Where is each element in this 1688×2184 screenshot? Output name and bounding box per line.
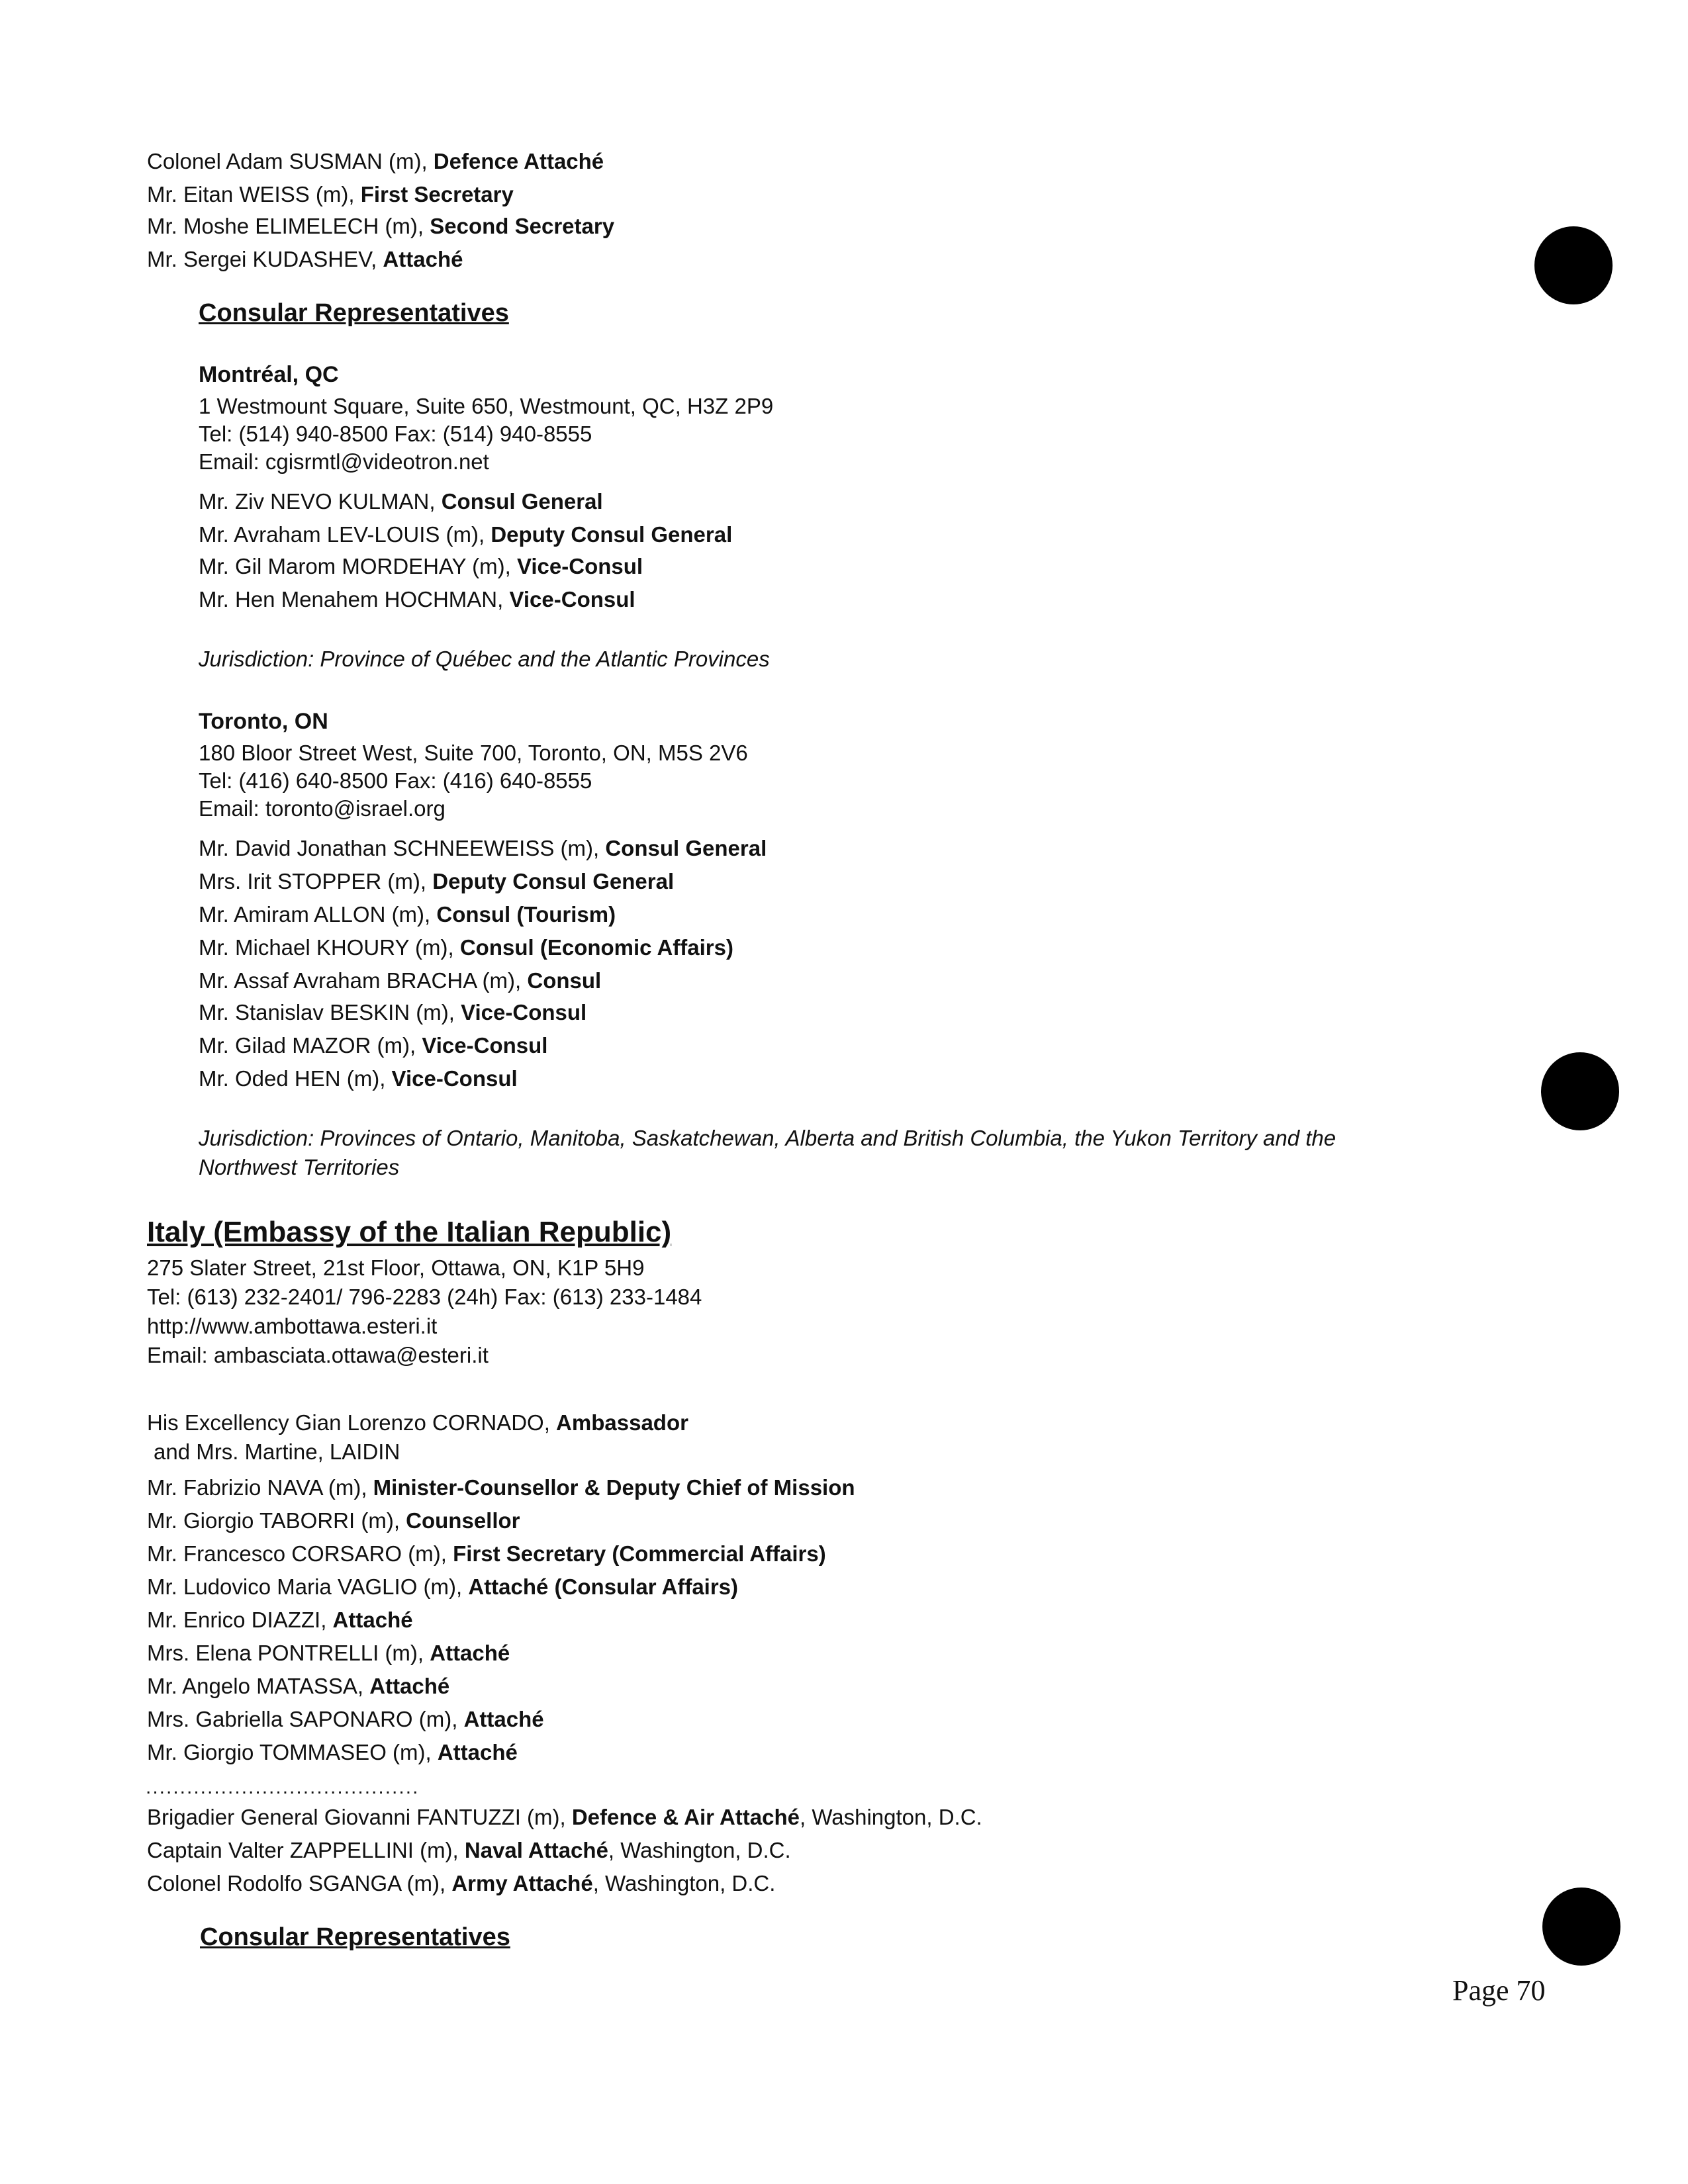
staff-line: Mr. Hen Menahem HOCHMAN, Vice-Consul	[199, 587, 635, 612]
punch-hole-top	[1534, 226, 1613, 304]
washington-staff-line: Brigadier General Giovanni FANTUZZI (m), Defence & Air Attaché, Washington, D.C.	[147, 1805, 982, 1829]
montreal-city: Montréal, QC	[199, 362, 339, 387]
staff-line: Mrs. Elena PONTRELLI (m), Attaché	[147, 1641, 510, 1665]
staff-line: Colonel Adam SUSMAN (m), Defence Attaché	[147, 149, 604, 173]
staff-line: Mrs. Gabriella SAPONARO (m), Attaché	[147, 1707, 544, 1731]
toronto-address: 180 Bloor Street West, Suite 700, Toronto, ON, M5S 2V6	[199, 741, 748, 765]
staff-line: Mr. Oded HEN (m), Vice-Consul	[199, 1066, 518, 1091]
staff-line: Mr. Amiram ALLON (m), Consul (Tourism)	[199, 902, 616, 927]
toronto-jurisdiction	[199, 1124, 1336, 1182]
italy-website: http://www.ambottawa.esteri.it	[147, 1314, 438, 1338]
italy-consular-representatives-heading: Consular Representatives	[200, 1923, 510, 1951]
ambassador-spouse: and Mrs. Martine, LAIDIN	[154, 1439, 400, 1464]
staff-line: Mr. Moshe ELIMELECH (m), Second Secretary	[147, 214, 615, 238]
staff-line: Mr. Michael KHOURY (m), Consul (Economic Affairs)	[199, 935, 733, 960]
staff-line: Mr. David Jonathan SCHNEEWEISS (m), Consul General	[199, 836, 767, 860]
dotted-separator: ........................................	[146, 1776, 420, 1798]
staff-line: Mr. Avraham LEV-LOUIS (m), Deputy Consul General	[199, 522, 733, 547]
staff-line: Mr. Ludovico Maria VAGLIO (m), Attaché (Consular Affairs)	[147, 1574, 739, 1599]
staff-line: Mr. Angelo MATASSA, Attaché	[147, 1674, 450, 1698]
staff-line: Mr. Francesco CORSARO (m), First Secretary (Commercial Affairs)	[147, 1541, 826, 1566]
staff-line: Mr. Gil Marom MORDEHAY (m), Vice-Consul	[199, 554, 643, 578]
italy-address: 275 Slater Street, 21st Floor, Ottawa, ON, K1P 5H9	[147, 1255, 645, 1280]
staff-line: Mr. Giorgio TABORRI (m), Counsellor	[147, 1508, 520, 1533]
italy-embassy-heading: Italy (Embassy of the Italian Republic)	[147, 1216, 672, 1248]
staff-line: Mr. Assaf Avraham BRACHA (m), Consul	[199, 968, 602, 993]
washington-staff-line: Colonel Rodolfo SGANGA (m), Army Attaché, Washington, D.C.	[147, 1871, 776, 1895]
montreal-email: Email: cgisrmtl@videotron.net	[199, 449, 489, 474]
toronto-jurisdiction-line-2: Northwest Territories	[199, 1155, 400, 1179]
italy-email: Email: ambasciata.ottawa@esteri.it	[147, 1343, 489, 1367]
staff-line: Mr. Ziv NEVO KULMAN, Consul General	[199, 489, 603, 514]
staff-line: Mr. Giorgio TOMMASEO (m), Attaché	[147, 1740, 518, 1764]
toronto-phone: Tel: (416) 640-8500 Fax: (416) 640-8555	[199, 768, 592, 793]
washington-staff-line: Captain Valter ZAPPELLINI (m), Naval Attaché, Washington, D.C.	[147, 1838, 791, 1862]
staff-line: Mr. Sergei KUDASHEV, Attaché	[147, 247, 463, 271]
page-number: Page 70	[1452, 1974, 1546, 2007]
montreal-address: 1 Westmount Square, Suite 650, Westmount, QC, H3Z 2P9	[199, 394, 774, 418]
staff-line: Mrs. Irit STOPPER (m), Deputy Consul General	[199, 869, 675, 893]
staff-line: Mr. Fabrizio NAVA (m), Minister-Counsellor & Deputy Chief of Mission	[147, 1475, 855, 1500]
consular-representatives-heading: Consular Representatives	[199, 299, 509, 327]
italy-phone: Tel: (613) 232-2401/ 796-2283 (24h) Fax: (613) 233-1484	[147, 1285, 702, 1309]
montreal-jurisdiction: Jurisdiction: Province of Québec and the Atlantic Provinces	[199, 647, 770, 671]
toronto-jurisdiction-line-1: Jurisdiction: Provinces of Ontario, Manitoba, Saskatchewan, Alberta and British Columbia, the Yukon Territory and the	[199, 1126, 1336, 1150]
ambassador-line: His Excellency Gian Lorenzo CORNADO, Ambassador	[147, 1410, 688, 1435]
staff-line: Mr. Stanislav BESKIN (m), Vice-Consul	[199, 1000, 587, 1024]
staff-line: Mr. Eitan WEISS (m), First Secretary	[147, 182, 514, 206]
punch-hole-middle	[1541, 1052, 1619, 1130]
toronto-city: Toronto, ON	[199, 709, 328, 734]
staff-line: Mr. Gilad MAZOR (m), Vice-Consul	[199, 1033, 548, 1058]
staff-line: Mr. Enrico DIAZZI, Attaché	[147, 1608, 413, 1632]
montreal-phone: Tel: (514) 940-8500 Fax: (514) 940-8555	[199, 422, 592, 446]
toronto-email: Email: toronto@israel.org	[199, 796, 445, 821]
punch-hole-bottom	[1542, 1888, 1620, 1966]
